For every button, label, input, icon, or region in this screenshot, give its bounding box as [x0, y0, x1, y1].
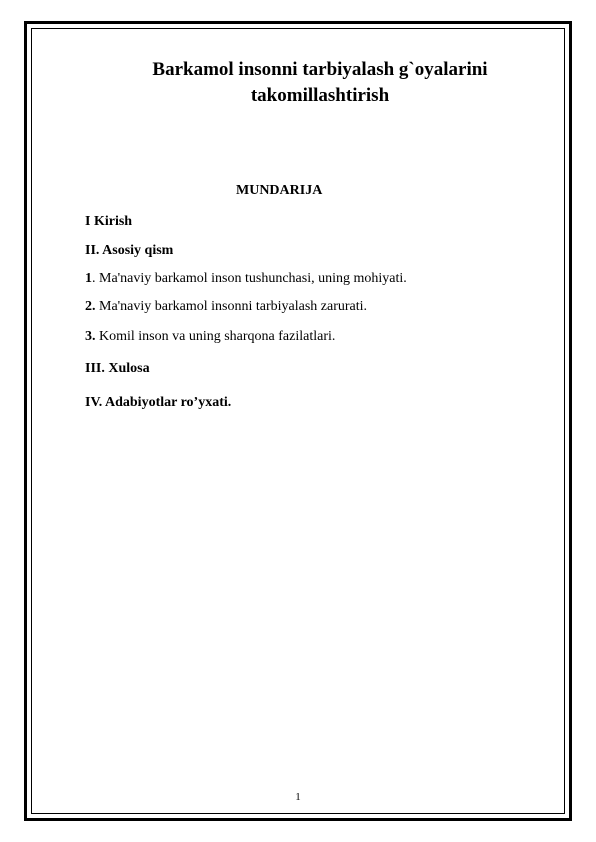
toc-item-text: Komil inson va uning sharqona fazilatlari.: [95, 329, 336, 344]
toc-heading: MUNDARIJA: [236, 183, 323, 198]
toc-item-number: I: [85, 214, 91, 229]
toc-item-section-2: [85, 299, 367, 315]
toc-item-number: IV.: [85, 395, 103, 410]
toc-item-number: 1: [85, 271, 92, 286]
toc-item-section-3: [85, 329, 335, 345]
toc-item-text: Kirish: [93, 214, 133, 229]
toc-item-references: [85, 395, 231, 411]
toc-item-number: III.: [85, 361, 105, 376]
toc-item-text: Asosiy qism: [102, 243, 174, 258]
toc-item-number: 3.: [85, 329, 96, 344]
toc-item-intro: [85, 214, 132, 230]
toc-item-main-part: [85, 243, 173, 259]
toc-item-number: II.: [85, 243, 100, 258]
toc-item-conclusion: [85, 361, 150, 377]
toc-item-text: . Ma'naviy barkamol inson tushunchasi, uning mohiyati.: [92, 271, 407, 286]
toc-item-section-1: [85, 271, 407, 287]
toc-item-number: 2.: [85, 299, 96, 314]
toc-item-text: Xulosa: [108, 361, 150, 376]
page-number: 1: [295, 791, 301, 803]
toc-item-text: Ma'naviy barkamol insonni tarbiyalash zarurati.: [95, 299, 368, 314]
document-title: Barkamol insonni tarbiyalash g`oyalarini takomillashtirish: [152, 59, 488, 106]
page-border-inner: [31, 28, 565, 814]
toc-item-text: Adabiyotlar ro’yxati.: [105, 395, 232, 410]
